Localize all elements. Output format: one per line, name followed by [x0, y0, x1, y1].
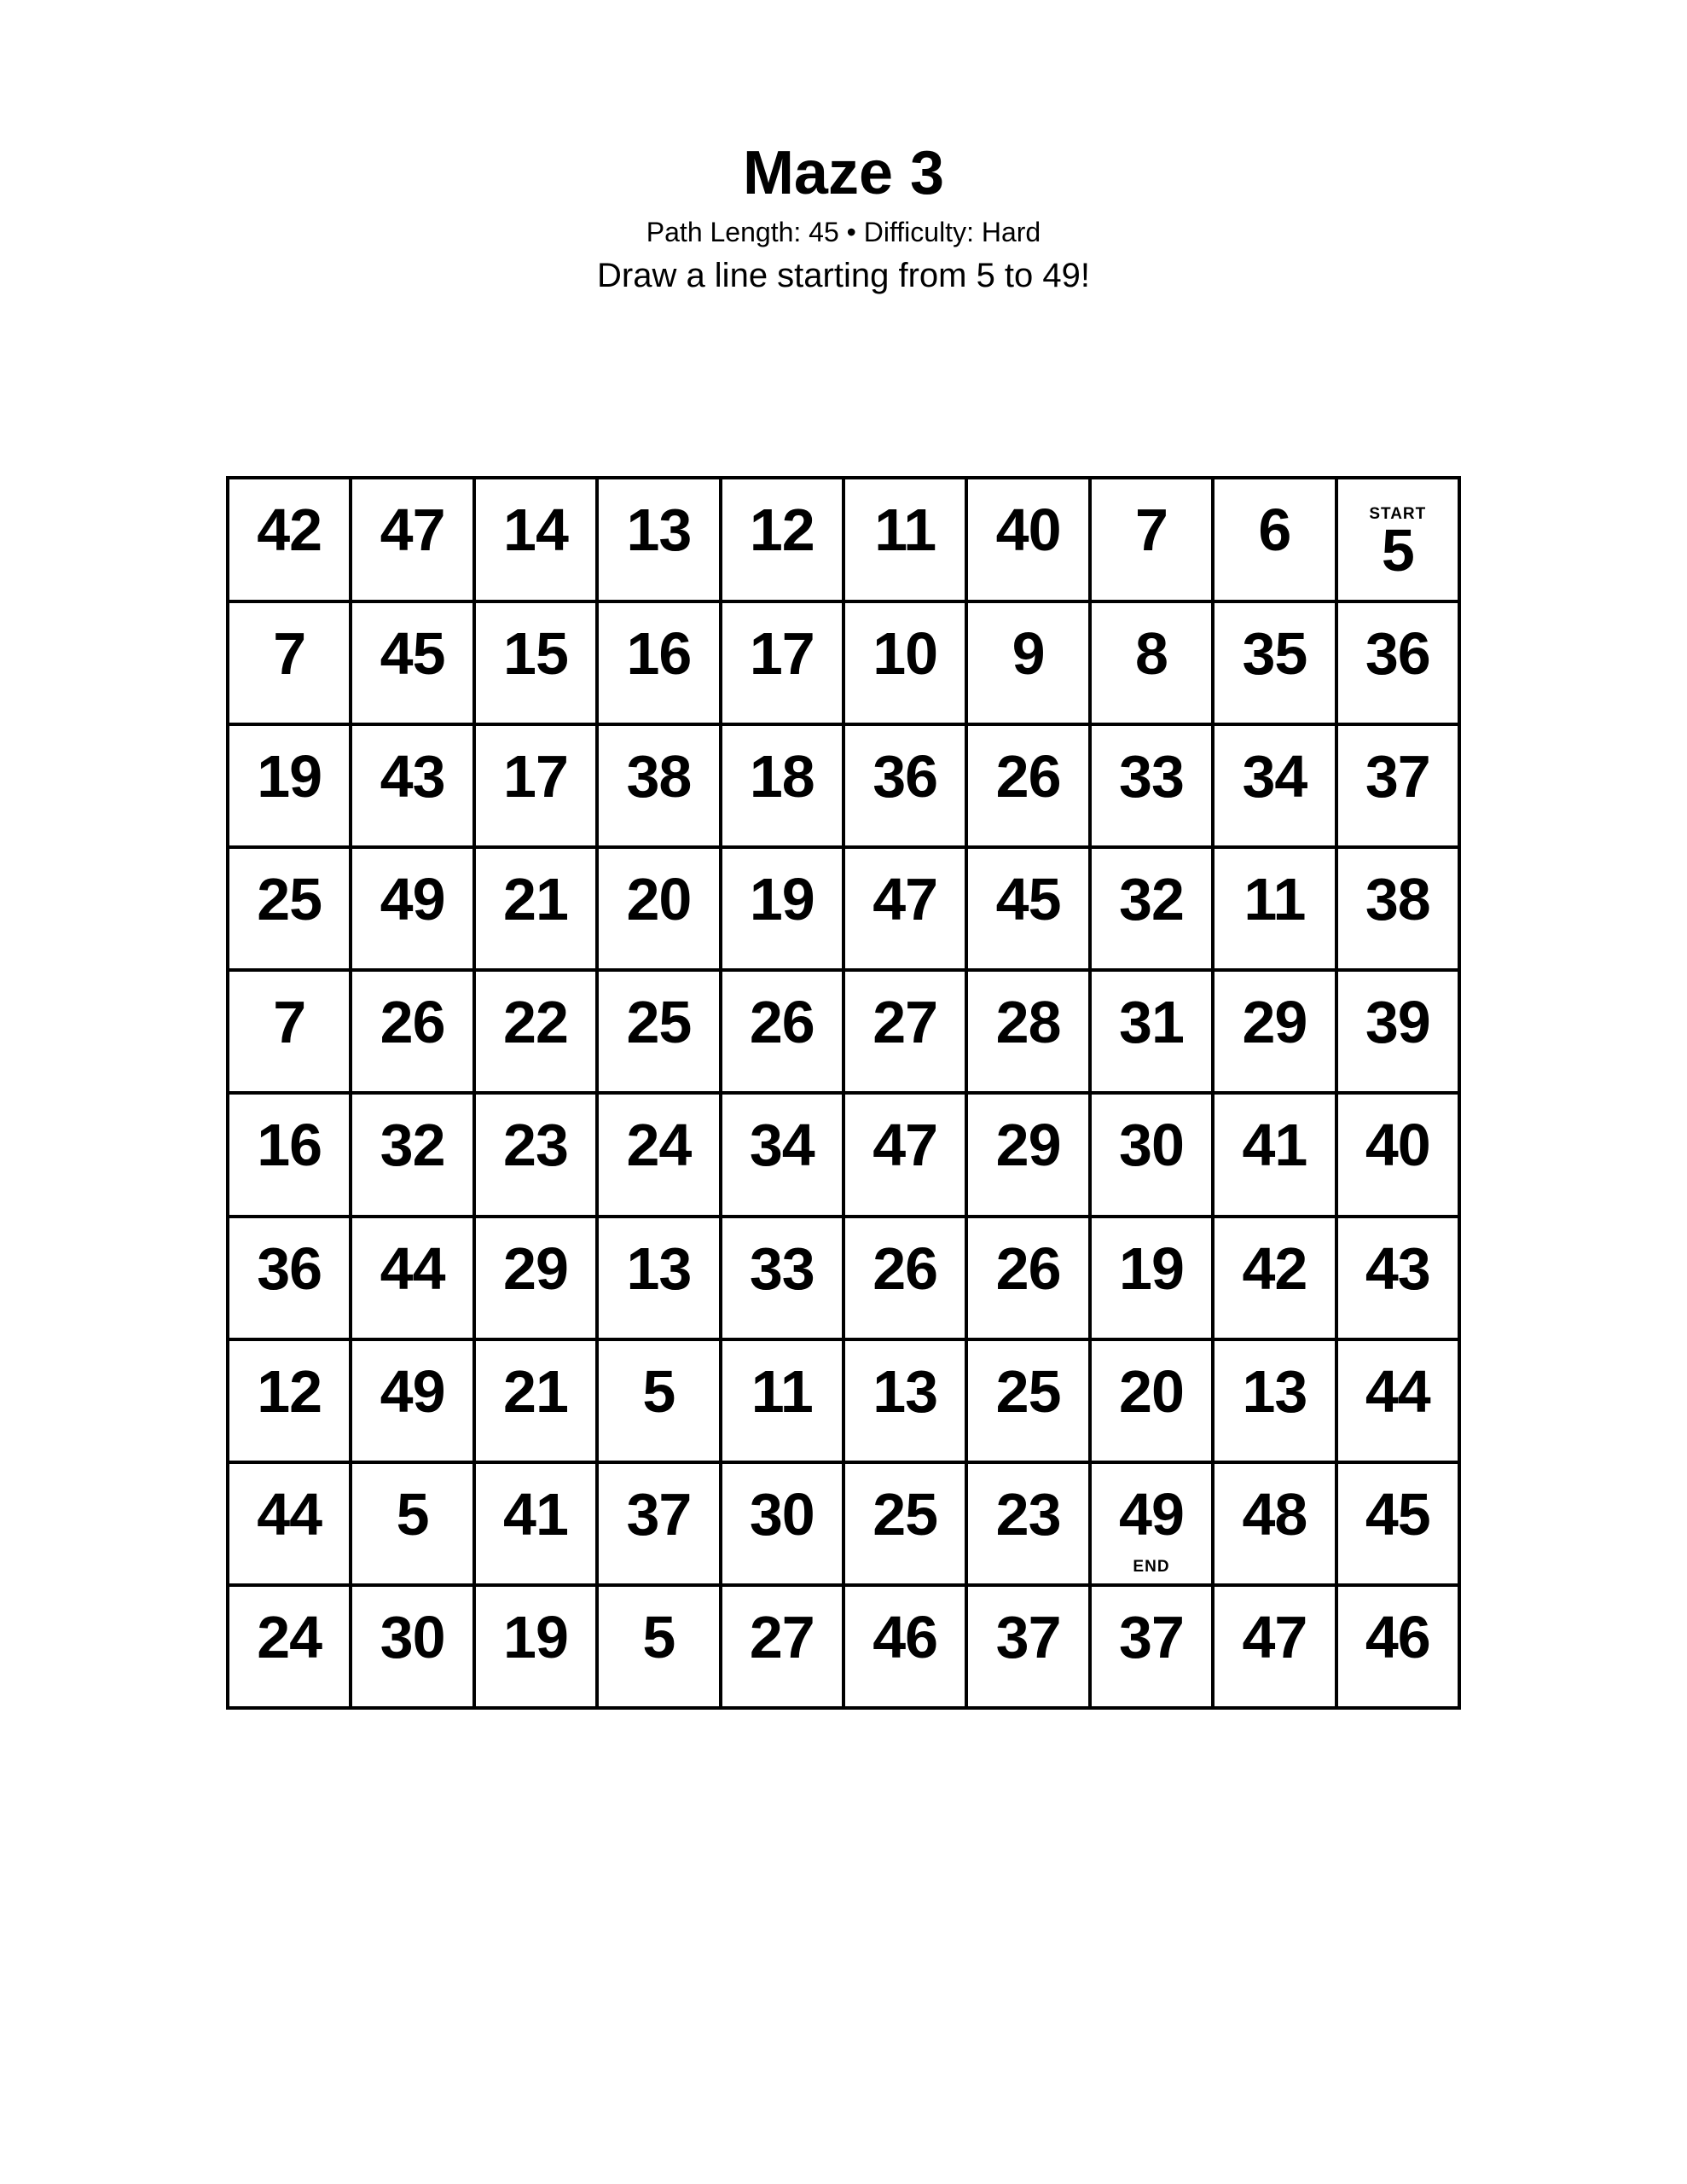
cell-number: 29 [995, 1112, 1061, 1179]
cell-number: 11 [751, 1357, 813, 1425]
maze-cell-r5c9[interactable] [1213, 970, 1336, 1093]
cell-number: 23 [503, 1112, 568, 1179]
maze-cell-r7c3[interactable] [474, 1217, 597, 1339]
maze-cell-r8c3[interactable] [474, 1339, 597, 1462]
cell-number: 30 [749, 1480, 815, 1548]
cell-number: 17 [749, 619, 815, 687]
cell-number: 43 [1365, 1234, 1430, 1302]
cell-number: 11 [1244, 865, 1306, 932]
cell-number: 28 [995, 989, 1061, 1056]
maze-cell-r1c8[interactable] [1090, 478, 1213, 601]
cell-number: 26 [872, 1234, 938, 1302]
maze-cell-r7c10[interactable] [1336, 1217, 1459, 1339]
maze-cell-r5c8[interactable] [1090, 970, 1213, 1093]
maze-cell-r9c7[interactable] [966, 1462, 1089, 1585]
cell-number: 47 [872, 1112, 938, 1179]
cell-number: 48 [1242, 1480, 1307, 1548]
maze-cell-r2c10[interactable] [1336, 601, 1459, 724]
cell-number: 18 [749, 742, 815, 810]
cell-number: 43 [380, 742, 445, 810]
cell-number: 19 [257, 742, 322, 810]
cell-number: 39 [1365, 989, 1430, 1056]
cell-number: 19 [1119, 1234, 1184, 1302]
maze-cell-r10c2[interactable] [351, 1585, 473, 1708]
cell-number: 16 [257, 1112, 322, 1179]
maze-cell-r10c4[interactable] [597, 1585, 720, 1708]
maze-cell-r9c6[interactable] [844, 1462, 966, 1585]
maze-cell-r3c2[interactable] [351, 724, 473, 847]
maze-cell-r3c8[interactable] [1090, 724, 1213, 847]
page-header [0, 0, 1687, 297]
cell-number: 46 [1365, 1604, 1430, 1671]
cell-number: 37 [626, 1480, 692, 1548]
maze-cell-r7c9[interactable] [1213, 1217, 1336, 1339]
cell-number: 27 [749, 1604, 815, 1671]
maze-cell-r6c5[interactable] [721, 1093, 844, 1216]
cell-number: 25 [872, 1480, 938, 1548]
cell-number: 40 [1365, 1112, 1430, 1179]
maze-cell-r4c10[interactable] [1336, 847, 1459, 970]
maze-cell-r2c7[interactable] [966, 601, 1089, 724]
cell-number: 46 [872, 1604, 938, 1671]
maze-cell-r10c9[interactable] [1213, 1585, 1336, 1708]
cell-number: 9 [1012, 619, 1045, 687]
maze-cell-r8c10[interactable] [1336, 1339, 1459, 1462]
cell-number: 19 [503, 1604, 568, 1671]
cell-number: 45 [1365, 1480, 1430, 1548]
maze-cell-r7c6[interactable] [844, 1217, 966, 1339]
cell-number: 29 [1242, 989, 1307, 1056]
cell-number: 8 [1135, 619, 1168, 687]
cell-number: 11 [874, 497, 936, 564]
cell-number: 33 [1119, 742, 1184, 810]
cell-number: 36 [257, 1234, 322, 1302]
cell-number: 42 [257, 497, 322, 564]
cell-number: 25 [995, 1357, 1061, 1425]
cell-number: 16 [626, 619, 692, 687]
maze-cell-r3c7[interactable] [966, 724, 1089, 847]
cell-number: 42 [1242, 1234, 1307, 1302]
maze-cell-r5c4[interactable] [597, 970, 720, 1093]
maze-cell-r3c10[interactable] [1336, 724, 1459, 847]
maze-cell-r2c8[interactable] [1090, 601, 1213, 724]
cell-number: 45 [380, 619, 445, 687]
cell-number: 40 [995, 497, 1061, 564]
maze-cell-r2c2[interactable] [351, 601, 473, 724]
maze-cell-r6c2[interactable] [351, 1093, 473, 1216]
cell-number: 37 [1365, 742, 1430, 810]
cell-number: 5 [642, 1357, 675, 1425]
maze-cell-r1c5[interactable] [721, 478, 844, 601]
maze-cell-r1c2[interactable] [351, 478, 473, 601]
cell-number: 44 [1365, 1357, 1430, 1425]
maze-cell-r5c10[interactable] [1336, 970, 1459, 1093]
maze-cell-r9c4[interactable] [597, 1462, 720, 1585]
cell-number: 6 [1258, 497, 1291, 564]
cell-number: 25 [257, 865, 322, 932]
cell-number: 30 [380, 1604, 445, 1671]
maze-cell-r3c5[interactable] [721, 724, 844, 847]
maze-cell-r2c4[interactable] [597, 601, 720, 724]
start-label: START [1369, 504, 1427, 523]
cell-number: 7 [273, 619, 306, 687]
maze-cell-r6c1[interactable] [228, 1093, 351, 1216]
cell-number: 5 [1381, 516, 1414, 584]
cell-number: 7 [1135, 497, 1168, 564]
cell-number: 7 [273, 989, 306, 1056]
maze-cell-r9c2[interactable] [351, 1462, 473, 1585]
maze-cell-r1c7[interactable] [966, 478, 1089, 601]
page-instruction: Draw a line starting from 5 to 49! [596, 257, 1091, 295]
maze-cell-r4c3[interactable] [474, 847, 597, 970]
maze-cell-r1c3[interactable] [474, 478, 597, 601]
maze-cell-r1c1[interactable] [228, 478, 351, 601]
cell-number: 47 [872, 865, 938, 932]
cell-number: 47 [380, 497, 445, 564]
cell-number: 17 [503, 742, 568, 810]
cell-number: 12 [749, 497, 815, 564]
maze-cell-r9c9[interactable] [1213, 1462, 1336, 1585]
maze-cell-r10c7[interactable] [966, 1585, 1089, 1708]
maze-cell-r6c9[interactable] [1213, 1093, 1336, 1216]
maze-cell-r4c5[interactable] [721, 847, 844, 970]
page-subtitle: Path Length: 45 • Difficulty: Hard [646, 217, 1041, 248]
maze-cell-r4c1[interactable] [228, 847, 351, 970]
maze-cell-r4c2[interactable] [351, 847, 473, 970]
cell-number: 24 [257, 1604, 322, 1671]
cell-number: 34 [1242, 742, 1307, 810]
maze-cell-r3c1[interactable] [228, 724, 351, 847]
cell-number: 13 [626, 1234, 692, 1302]
cell-number: 49 [1119, 1480, 1184, 1548]
maze-cell-r10c3[interactable] [474, 1585, 597, 1708]
maze-cell-r5c3[interactable] [474, 970, 597, 1093]
cell-number: 38 [1365, 865, 1430, 932]
maze-cell-r7c4[interactable] [597, 1217, 720, 1339]
cell-number: 24 [626, 1112, 692, 1179]
maze-cell-r9c10[interactable] [1336, 1462, 1459, 1585]
cell-number: 5 [396, 1480, 429, 1548]
cell-number: 10 [872, 619, 938, 687]
maze-cell-r7c5[interactable] [721, 1217, 844, 1339]
maze-cell-r2c6[interactable] [844, 601, 966, 724]
cell-number: 29 [503, 1234, 568, 1302]
cell-number: 22 [503, 989, 568, 1056]
maze-cell-r5c6[interactable] [844, 970, 966, 1093]
page-title: Maze 3 [742, 139, 945, 207]
cell-number: 44 [380, 1234, 445, 1302]
end-label: END [1133, 1558, 1170, 1577]
maze-cell-r8c9[interactable] [1213, 1339, 1336, 1462]
maze-cell-r1c6[interactable] [844, 478, 966, 601]
cell-number: 27 [872, 989, 938, 1056]
cell-number: 33 [749, 1234, 815, 1302]
maze-cell-r10c8[interactable] [1090, 1585, 1213, 1708]
cell-number: 44 [257, 1480, 322, 1548]
cell-number: 15 [503, 619, 568, 687]
cell-number: 26 [749, 989, 815, 1056]
cell-number: 21 [503, 1357, 568, 1425]
cell-number: 23 [995, 1480, 1061, 1548]
maze-cell-r7c8[interactable] [1090, 1217, 1213, 1339]
cell-number: 30 [1119, 1112, 1184, 1179]
maze-cell-r9c3[interactable] [474, 1462, 597, 1585]
maze-cell-r6c8[interactable] [1090, 1093, 1213, 1216]
cell-number: 49 [380, 865, 445, 932]
cell-number: 35 [1242, 619, 1307, 687]
cell-number: 47 [1242, 1604, 1307, 1671]
maze-cell-r10c5[interactable] [721, 1585, 844, 1708]
cell-number: 37 [1119, 1604, 1184, 1671]
maze-cell-r5c5[interactable] [721, 970, 844, 1093]
maze-cell-r2c9[interactable] [1213, 601, 1336, 724]
cell-number: 41 [1242, 1112, 1307, 1179]
cell-number: 19 [749, 865, 815, 932]
maze-cell-r10c6[interactable] [844, 1585, 966, 1708]
cell-number: 37 [995, 1604, 1061, 1671]
maze-cell-r4c4[interactable] [597, 847, 720, 970]
cell-number: 36 [1365, 619, 1430, 687]
cell-number: 25 [626, 989, 692, 1056]
maze-cell-r6c10[interactable] [1336, 1093, 1459, 1216]
maze-cell-r3c6[interactable] [844, 724, 966, 847]
cell-number: 13 [872, 1357, 938, 1425]
cell-number: 5 [642, 1604, 675, 1671]
cell-number: 36 [872, 742, 938, 810]
cell-number: 26 [995, 1234, 1061, 1302]
cell-number: 26 [380, 989, 445, 1056]
maze-cell-r3c3[interactable] [474, 724, 597, 847]
cell-number: 20 [626, 865, 692, 932]
maze-cell-r9c5[interactable] [721, 1462, 844, 1585]
cell-number: 32 [1119, 865, 1184, 932]
maze-cell-r1c9[interactable] [1213, 478, 1336, 601]
maze-cell-r6c7[interactable] [966, 1093, 1089, 1216]
cell-number: 49 [380, 1357, 445, 1425]
cell-number: 13 [626, 497, 692, 564]
maze-cell-r1c4[interactable] [597, 478, 720, 601]
maze-cell-r8c2[interactable] [351, 1339, 473, 1462]
maze-cell-r3c9[interactable] [1213, 724, 1336, 847]
cell-number: 12 [257, 1357, 322, 1425]
cell-number: 41 [503, 1480, 568, 1548]
maze-cell-r9c8[interactable] [1090, 1462, 1213, 1585]
maze-cell-r9c1[interactable] [228, 1462, 351, 1585]
maze-cell-r1c10[interactable] [1336, 478, 1459, 601]
maze-cell-r4c9[interactable] [1213, 847, 1336, 970]
maze-cell-r2c5[interactable] [721, 601, 844, 724]
maze-cell-r8c4[interactable] [597, 1339, 720, 1462]
maze-cell-r6c3[interactable] [474, 1093, 597, 1216]
maze-cell-r3c4[interactable] [597, 724, 720, 847]
maze-cell-r10c10[interactable] [1336, 1585, 1459, 1708]
maze-cell-r4c7[interactable] [966, 847, 1089, 970]
cell-number: 14 [503, 497, 568, 564]
maze-cell-r6c6[interactable] [844, 1093, 966, 1216]
cell-number: 31 [1119, 989, 1184, 1056]
cell-number: 26 [995, 742, 1061, 810]
maze-cell-r8c7[interactable] [966, 1339, 1089, 1462]
maze-cell-r7c7[interactable] [966, 1217, 1089, 1339]
cell-number: 20 [1119, 1357, 1184, 1425]
maze-grid [226, 476, 1461, 1710]
maze-cell-r5c2[interactable] [351, 970, 473, 1093]
maze-cell-r8c5[interactable] [721, 1339, 844, 1462]
cell-number: 38 [626, 742, 692, 810]
maze-cell-r2c3[interactable] [474, 601, 597, 724]
maze-cell-r4c6[interactable] [844, 847, 966, 970]
maze-cell-r6c4[interactable] [597, 1093, 720, 1216]
maze-cell-r2c1[interactable] [228, 601, 351, 724]
cell-number: 13 [1242, 1357, 1307, 1425]
maze-cell-r8c8[interactable] [1090, 1339, 1213, 1462]
maze-cell-r8c6[interactable] [844, 1339, 966, 1462]
maze-cell-r10c1[interactable] [228, 1585, 351, 1708]
cell-number: 34 [749, 1112, 815, 1179]
maze-cell-r5c1[interactable] [228, 970, 351, 1093]
maze-cell-r8c1[interactable] [228, 1339, 351, 1462]
maze-cell-r7c2[interactable] [351, 1217, 473, 1339]
maze-cell-r7c1[interactable] [228, 1217, 351, 1339]
cell-number: 32 [380, 1112, 445, 1179]
cell-number: 21 [503, 865, 568, 932]
maze-cell-r5c7[interactable] [966, 970, 1089, 1093]
cell-number: 45 [995, 865, 1061, 932]
maze-cell-r4c8[interactable] [1090, 847, 1213, 970]
